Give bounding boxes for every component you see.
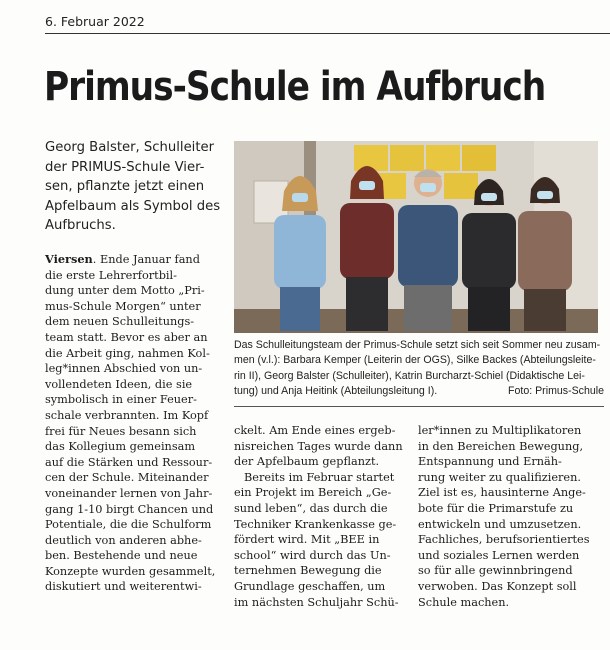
body-line: ler*innen zu Multiplikatoren (418, 424, 582, 437)
lead-line: der PRIMUS-Schule Vier- (45, 159, 205, 175)
header-rule (45, 33, 610, 34)
body-line: Grundlage geschaffen, um (234, 579, 386, 593)
body-line: ckelt. Am Ende eines ergeb- (234, 424, 396, 437)
body-line: bote für die Primarstufe zu (418, 501, 574, 515)
body-line: cen der Schule. Miteinander (45, 471, 209, 485)
body-line: gang 1-10 birgt Chancen und (45, 502, 214, 516)
body-line: und soziales Lernen werden (418, 548, 580, 562)
body-line: Viersen. Ende Januar fand (45, 252, 200, 266)
body-line: Bereits im Februar startet (244, 470, 395, 484)
caption-line: rin II), Georg Balster (Schulleiter), Katrin Burcharzt-Schiel (Didaktische Lei- (234, 369, 585, 382)
body-line: Techniker Krankenkasse ge- (234, 517, 397, 531)
body-line: fördert wird. Mit „BEE in (234, 533, 380, 547)
body-line: Fachliches, berufsorientiertes (418, 533, 590, 547)
body-line: die erste Lehrerfortbil- (45, 268, 177, 282)
issue-date: 6. Februar 2022 (45, 14, 145, 29)
body-line: voneinander lernen von Jahr- (45, 486, 213, 500)
body-line: im nächsten Schuljahr Schü- (234, 595, 399, 609)
body-line: nisreichen Tages wurde dann (234, 439, 403, 453)
body-line: der Apfelbaum gepflanzt. (234, 455, 380, 469)
lead-line: Apfelbaum als Symbol des (45, 198, 221, 214)
body-line: sund leben“, das durch die (234, 501, 388, 515)
body-line: diskutiert und weiterentwi- (45, 580, 202, 594)
body-line: verwoben. Das Konzept soll (418, 579, 577, 593)
body-line: Konzepte wurden gesammelt, (45, 564, 216, 578)
body-line: rung weiter zu qualifizieren. (418, 470, 581, 484)
caption-rule (234, 406, 604, 407)
headline: Primus-Schule im Aufbruch (44, 64, 546, 110)
body-line: school“ wird durch das Un- (234, 548, 391, 562)
body-line: symbolisch in einer Feuer- (45, 393, 197, 407)
body-line: dem neuen Schulleitungs- (45, 315, 195, 329)
body-line: team statt. Bevor es aber an (45, 330, 208, 344)
team-photo (234, 141, 598, 333)
photo-caption (234, 338, 604, 400)
body-line: ein Projekt im Bereich „Ge- (234, 486, 392, 500)
body-line: Schule machen. (418, 595, 510, 609)
body-line: die Arbeit ging, nahmen Kol- (45, 346, 210, 360)
body-line: ben. Bestehende und neue (45, 549, 198, 563)
body-line: mus-Schule Morgen“ unter (45, 299, 201, 313)
body-line: das Kollegium gemeinsam (45, 440, 196, 454)
body-line: frei für Neues besann sich (45, 424, 197, 438)
dateline: Viersen (45, 252, 93, 266)
body-line: deutlich von anderen abhe- (45, 533, 202, 547)
body-column-2 (234, 423, 406, 610)
lead-line: Georg Balster, Schulleiter (45, 140, 215, 155)
body-line: Entspannung und Ernäh- (418, 455, 562, 469)
body-line: Potentiale, die die Schulform (45, 518, 212, 532)
caption-line: men (v.l.): Barbara Kemper (Leiterin der OGS), Silke Backes (Abteilungsleite- (234, 354, 596, 367)
body-column-3 (418, 423, 600, 610)
body-line: leg*innen Abschied von un- (45, 362, 203, 376)
lead-line: Aufbruchs. (45, 218, 116, 233)
body-line: ternehmen Bewegung die (234, 564, 382, 578)
lead-paragraph (45, 138, 225, 236)
photo-credit: Foto: Primus-Schule (508, 385, 604, 398)
body-line: auf die Stärken und Ressour- (45, 455, 213, 469)
body-line: dung unter dem Motto „Pri- (45, 284, 205, 298)
lead-line: sen, pflanzte jetzt einen (45, 179, 205, 194)
caption-line: Das Schulleitungsteam der Primus-Schule setzt sich seit Sommer neu zusam- (234, 339, 601, 351)
body-line: so für alle gewinnbringend (418, 564, 573, 578)
body-column-1 (45, 252, 223, 595)
body-line: in den Bereichen Bewegung, (418, 439, 584, 453)
body-line: entwickeln und umzusetzen. (418, 517, 582, 531)
caption-line: tung) und Anja Heitink (Abteilungsleitung I). Foto: Primus-Schule (234, 384, 604, 399)
body-line: Ziel ist es, hausinterne Ange- (418, 486, 586, 500)
body-line: schale verbrannten. Im Kopf (45, 408, 209, 422)
body-line: vollendeten Ideen, die sie (45, 377, 193, 391)
